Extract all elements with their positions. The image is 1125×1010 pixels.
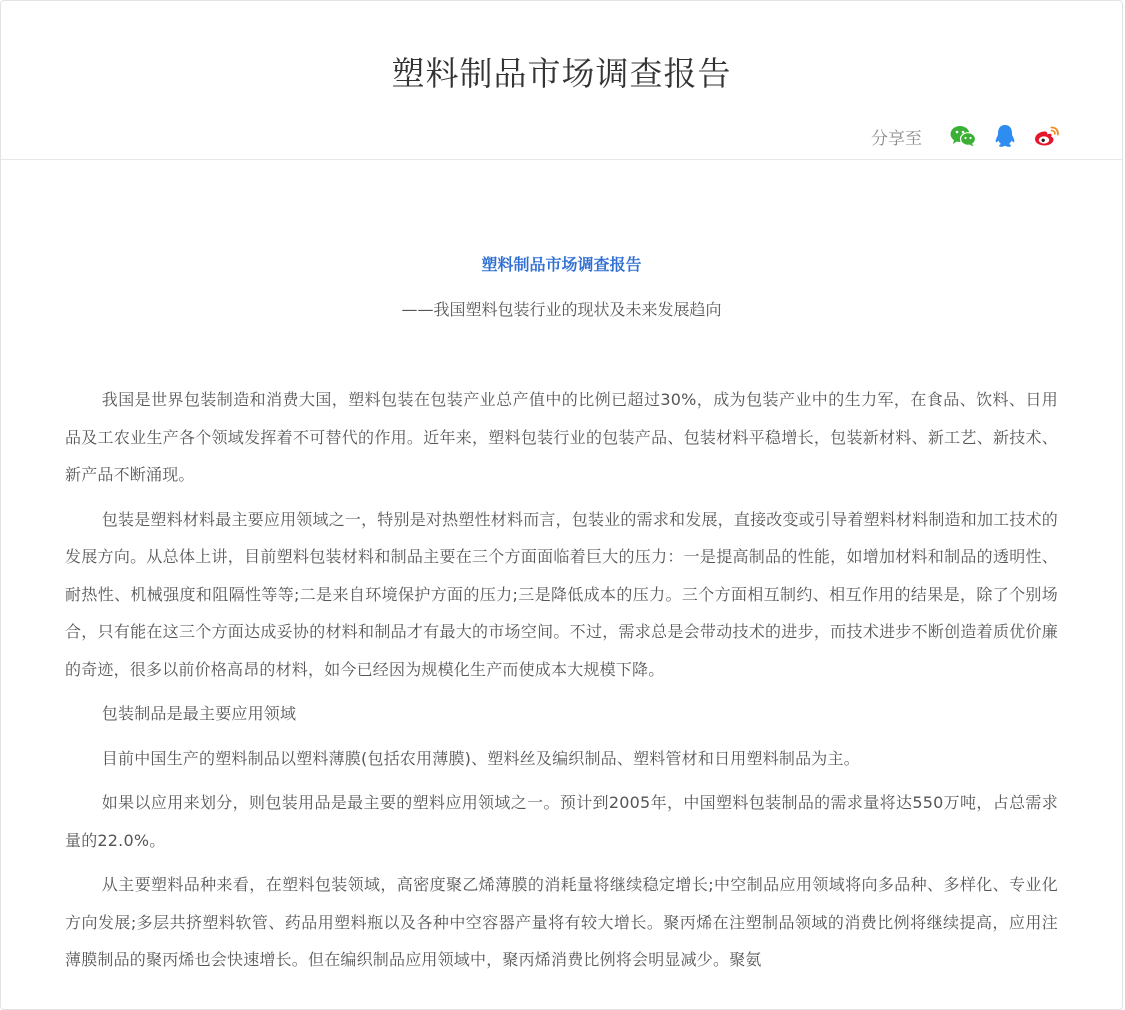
page-header [1,1,1122,160]
article-title: 塑料制品市场调查报告 [481,255,642,274]
article-paragraph: 如果以应用来划分，则包装用品是最主要的塑料应用领域之一。预计到2005年，中国塑料包装制品的需求量将达550万吨，占总需求量的22.0%。 [65,793,1058,850]
article-paragraph: 目前中国生产的塑料制品以塑料薄膜(包括农用薄膜)、塑料丝及编织制品、塑料管材和日用塑料制品为主。 [101,748,860,768]
qq-icon[interactable] [990,121,1020,151]
article-paragraph: 从主要塑料品种来看，在塑料包装领域，高密度聚乙烯薄膜的消耗量将继续稳定增长;中空制品应用领域将向多品种、多样化、专业化方向发展;多层共挤塑料软管、药品用塑料瓶以及各种中空容器产量将有较大增长。聚丙烯在注塑制品领域的消费比例将继续提高，应用注薄膜制品的聚丙烯也会快速增长。但在编织制品应用领域中，聚丙烯消费比例将会明显减少。聚氨 [65,875,1058,969]
article-paragraph: 包装是塑料材料最主要应用领域之一，特别是对热塑性材料而言，包装业的需求和发展，直接改变或引导着塑料材料制造和加工技术的发展方向。从总体上讲，目前塑料包装材料和制品主要在三个方面面临着巨大的压力：一是提高制品的性能，如增加材料和制品的透明性、耐热性、机械强度和阻隔性等等;二是来自环境保护方面的压力;三是降低成本的压力。三个方面相互制约、相互作用的结果是，除了个别场合，只有能在这三个方面达成妥协的材料和制品才有最大的市场空间。不过，需求总是会带动技术的进步，而技术进步不断创造着质优价廉的奇迹，很多以前价格高昂的材料，如今已经因为规模化生产而使成本大规模下降。 [65,509,1058,679]
wechat-icon[interactable] [948,121,978,151]
share-bar [871,121,1062,151]
article-paragraph: 包装制品是最主要应用领域 [101,704,297,723]
page-title: 塑料制品市场调查报告 [391,54,732,93]
weibo-icon[interactable] [1032,121,1062,151]
article-body [65,241,1058,986]
article-paragraph: 我国是世界包装制造和消费大国，塑料包装在包装产业总产值中的比例已超过30%，成为包装产业中的生力军，在食品、饮料、日用品及工农业生产各个领域发挥着不可替代的作用。近年来，塑料包装行业的包装产品、包装材料平稳增长，包装新材料、新工艺、新技术、新产品不断涌现。 [65,390,1058,484]
article-subtitle: ——我国塑料包装行业的现状及未来发展趋向 [401,300,722,319]
share-label: 分享至 [871,128,922,149]
